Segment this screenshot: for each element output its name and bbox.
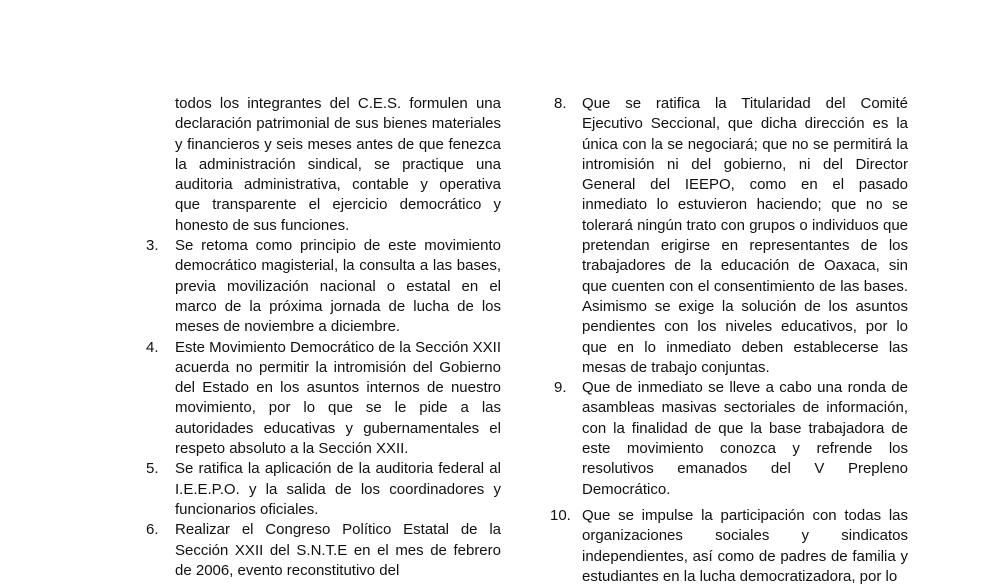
list-item-6 [143,520,501,581]
item-number: 9. [554,379,567,397]
list-item-9 [550,378,908,500]
list-item-10 [550,506,908,587]
item-number: 4. [146,338,159,356]
item-text: Que se impulse la participación con todas las organizaciones sociales y sindicatos independientes, así como de padres de familia y estudiantes en la lucha democratizadora, por lo [582,506,908,585]
list-item-5 [143,459,501,520]
left-column [143,94,501,581]
item-text: Se ratifica la aplicación de la auditoria federal al I.E.E.P.O. y la salida de los coordinadores y funcionarios oficiales. [175,460,501,518]
continued-paragraph: todos los integrantes del C.E.S. formulen una declaración patrimonial de sus bienes materiales y financieros y seis meses antes de que fenezca la administración sindical, se practique una auditoria administrativa, contable y operativa que transparente el ejercicio democrático y honesto de sus funciones. [175,95,501,234]
item-number: 3. [146,237,159,255]
item-number: 8. [554,95,567,112]
item-text: Este Movimiento Democrático de la Sección XXII acuerda no permitir la intromisión del Gobierno del Estado en los asuntos internos de nuestro movimiento, por lo que se le pide a las autoridades educativas y gubernamentales el respeto absoluto a la Sección XXII. [175,338,501,458]
list-item-4 [143,338,501,460]
right-column [550,94,908,587]
item-number: 10. [550,506,571,524]
item-number: 6. [146,521,159,539]
item-text: Realizar el Congreso Político Estatal de la Sección XXII del S.N.T.E en el mes de febrero de 2006, evento reconstitutivo del [175,521,501,579]
item-text: Que de inmediato se lleve a cabo una ronda de asambleas masivas sectoriales de información, con la finalidad de que la base trabajadora de este movimiento conozca y refrende los resolutivos emanados del V Prepleno Democrático. [582,379,908,498]
item-text: Se retoma como principio de este movimiento democrático magisterial, la consulta a las bases, previa movilización nacional o estatal en el marco de la próxima jornada de lucha de los meses de noviembre a diciembre. [175,237,501,336]
list-item-8 [550,94,908,378]
list-item-3 [143,236,501,337]
item-text: Que se ratifica la Titularidad del Comité Ejecutivo Seccional, que dicha dirección es la única con la se negociará; que no se permitirá la intromisión ni del gobierno, ni del Director General del IEEPO, como en el pasado inmediato lo estuvieron haciendo; que no se tolerará ningún trato con grupos o individuos que pretendan erigirse en representantes de los trabajadores de la educación de Oaxaca, sin que cuenten con el consentimiento de las bases. Asimismo se exige la solución de los asuntos pendientes con los niveles educativos, por lo que en lo inmediato deben establecerse las mesas de trabajo conjuntas. [582,95,908,376]
item-number: 5. [146,460,159,478]
